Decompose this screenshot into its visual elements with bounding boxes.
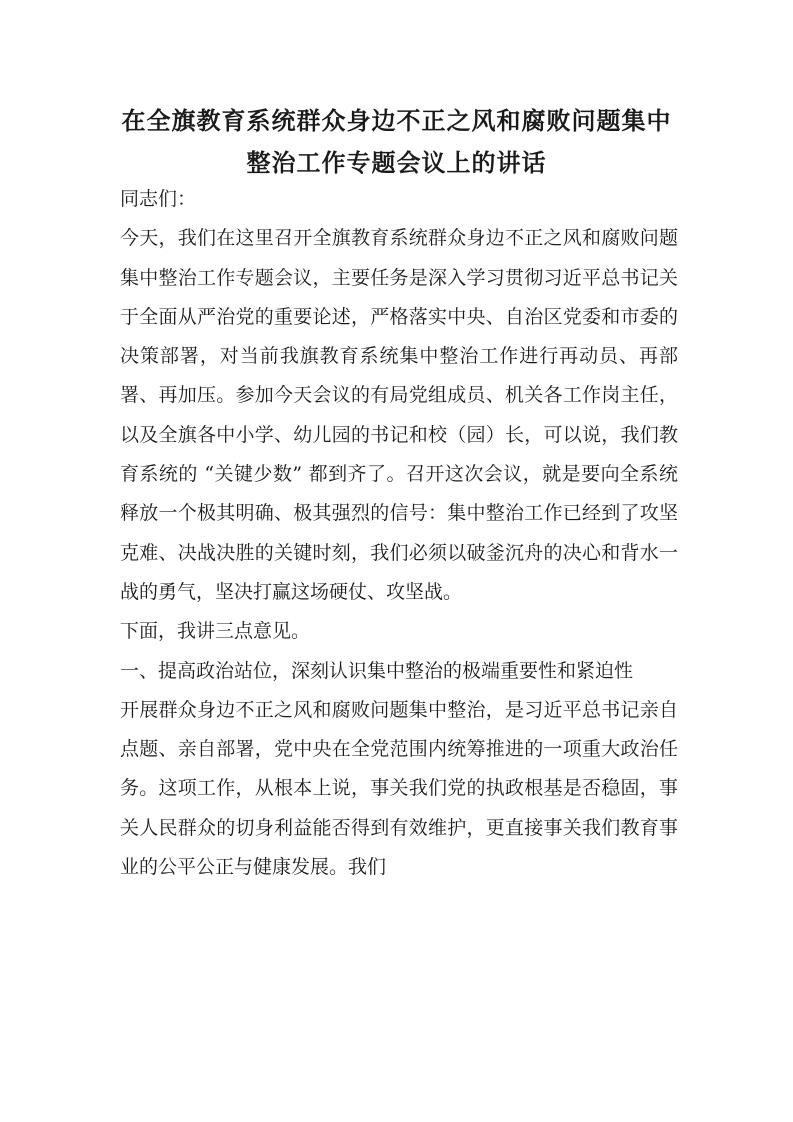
paragraph-section-1: 开展群众身边不正之风和腐败问题集中整治，是习近平总书记亲自点题、亲自部署，党中央在全党范围内统筹推进的一项重大政治任务。这项工作，从根本上说，事关我们党的执政根基是否稳固，事关人民群众的切身利益能否得到有效维护，更直接事关我们教育事业的公平公正与健康发展。我们 — [120, 698, 678, 879]
paragraph-opening: 今天，我们在这里召开全旗教育系统群众身边不正之风和腐败问题集中整治工作专题会议，主要任务是深入学习贯彻习近平总书记关于全面从严治党的重要论述，严格落实中央、自治区党委和市委的决策部署，对当前我旗教育系统集中整治工作进行再动员、再部署、再加压。参加今天会议的有局党组成员、机关各工作岗主任，以及全旗各中小学、幼儿园的书记和校（园）长，可以说，我们教育系统的 “关键少数” 都到齐了。召开这次会议，就是要向全系统释放一个极其明确、极其强烈的信号：集中整治工作已经到了攻坚克难、决战决胜的关键时刻，我们必须以破釜沉舟的决心和背水一战的勇气，坚决打赢这场硬仗、攻坚战。 — [120, 227, 678, 603]
document-title-line-2: 整治工作专题会议上的讲话 — [246, 148, 547, 177]
salutation: 同志们： — [120, 188, 197, 210]
section-heading-1: 一、提高政治站位，深刻认识集中整治的极端重要性和紧迫性 — [120, 659, 634, 682]
document-body — [120, 180, 678, 887]
paragraph-three-points: 下面，我讲三点意见。 — [120, 620, 311, 643]
document-title-line-1: 在全旗教育系统群众身边不正之风和腐败问题集中 — [121, 106, 672, 135]
